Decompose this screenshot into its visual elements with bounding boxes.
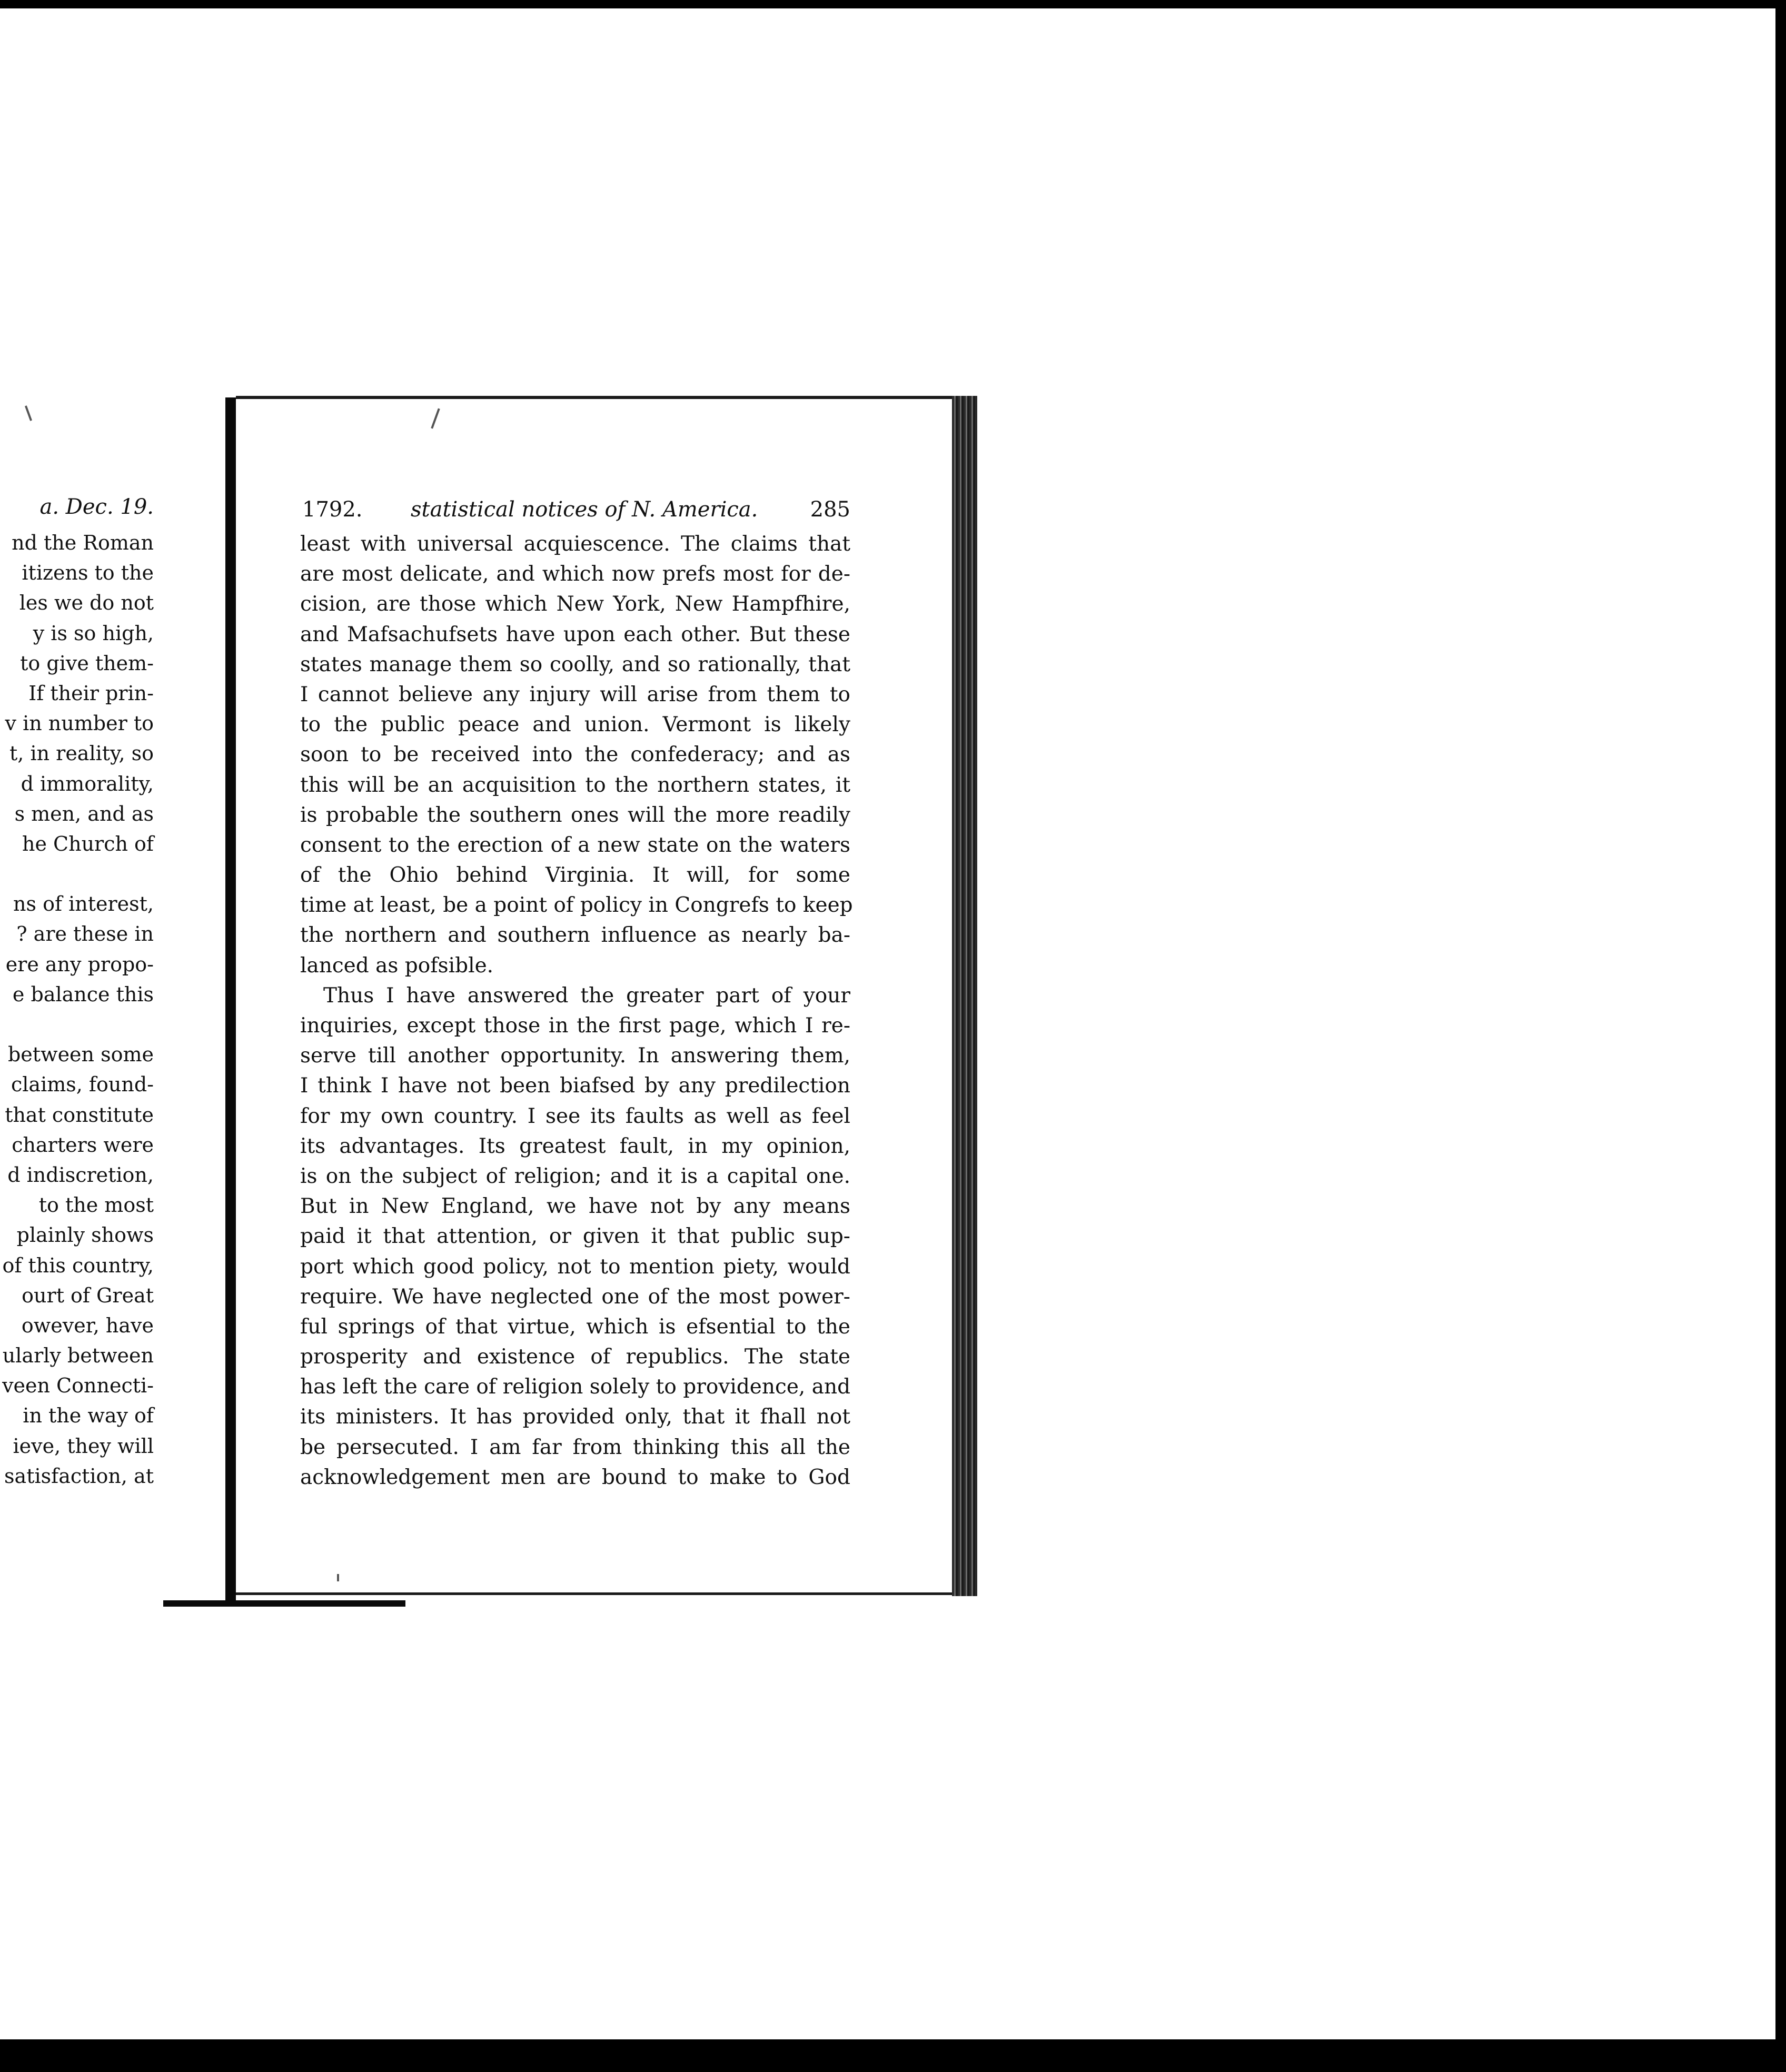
text-line: paid it that attention, or given it that public sup- <box>300 1224 850 1249</box>
text-line: time at least, be a point of policy in Congrefs to keep <box>300 893 853 918</box>
left-line: to the most <box>38 1193 154 1217</box>
left-line: t, in reality, so <box>9 742 154 765</box>
text-line: the northern and southern influence as nearly ba- <box>300 923 850 948</box>
left-line <box>0 859 154 889</box>
text-line: and Mafsachufsets have upon each other. But these <box>300 622 850 646</box>
text-line: least with universal acquiescence. The claims that <box>300 532 850 556</box>
text-line: prosperity and existence of republics. The state <box>300 1345 850 1369</box>
scan-frame-right <box>1775 0 1786 2072</box>
running-head-title: statistical notices of N. America. <box>411 497 758 522</box>
left-line: charters were <box>12 1133 154 1157</box>
text-line: is on the subject of religion; and it is a capital one. <box>300 1164 850 1188</box>
body-text <box>300 529 853 1492</box>
text-line: inquiries, except those in the first page, which I re- <box>300 1014 850 1038</box>
text-line: I think I have not been biafsed by any predilection <box>300 1074 850 1098</box>
scan-frame-bottom <box>0 2039 1786 2072</box>
left-line: plainly shows <box>16 1223 154 1247</box>
scan-speck <box>431 409 440 429</box>
text-line: states manage them so coolly, and so rationally, that <box>300 652 850 676</box>
book-gutter <box>225 397 236 1603</box>
left-line: ularly between <box>2 1344 154 1368</box>
right-page <box>300 497 853 1492</box>
left-line <box>0 1010 154 1040</box>
text-line: lanced as pofsible. <box>300 953 494 978</box>
page-fore-edge <box>952 396 977 1596</box>
text-line: Thus I have answered the greater part of your <box>323 983 850 1008</box>
text-line: I cannot believe any injury will arise from them to <box>300 682 850 706</box>
left-line: d indiscretion, <box>7 1163 154 1187</box>
left-line: between some <box>7 1043 154 1067</box>
left-line: owever, have <box>21 1313 154 1337</box>
left-page-running-head: a. Dec. 19. <box>39 495 154 519</box>
page-top-edge <box>236 396 952 399</box>
left-line: he Church of <box>22 832 154 855</box>
left-line: nd the Roman <box>12 531 154 554</box>
text-line: port which good policy, not to mention piety, would <box>300 1254 850 1279</box>
text-line: ful springs of that virtue, which is efsential to the <box>300 1314 850 1339</box>
text-line: to the public peace and union. Vermont is likely <box>300 713 850 737</box>
text-line: for my own country. I see its faults as well as feel <box>300 1104 850 1128</box>
text-line: this will be an acquisition to the northern states, it <box>300 773 850 797</box>
left-line: veen Connecti- <box>2 1374 154 1398</box>
text-line: consent to the erection of a new state on the waters <box>300 833 850 857</box>
text-line: be persecuted. I am far from thinking this all the <box>300 1435 850 1459</box>
left-line: y is so high, <box>33 621 154 645</box>
left-line: of this country, <box>2 1253 154 1277</box>
left-line: in the way of <box>23 1404 154 1428</box>
page-bottom-edge <box>236 1592 952 1595</box>
left-line: satisfaction, at <box>4 1464 154 1488</box>
left-line: s men, and as <box>14 802 154 825</box>
left-page-text <box>0 528 154 1491</box>
text-line: is probable the southern ones will the more readily <box>300 803 850 827</box>
text-line: cision, are those which New York, New Hampfhire, <box>300 592 850 616</box>
text-line: serve till another opportunity. In answering them, <box>300 1044 850 1068</box>
text-line: of the Ohio behind Virginia. It will, for some <box>300 863 850 888</box>
left-line: v in number to <box>5 712 154 735</box>
text-line: require. We have neglected one of the most power- <box>300 1284 850 1309</box>
left-line: ? are these in <box>16 922 154 946</box>
text-line: has left the care of religion solely to providence, and <box>300 1375 851 1399</box>
left-line: that constitute <box>5 1103 154 1127</box>
text-line: But in New England, we have not by any means <box>300 1194 850 1219</box>
left-line: les we do not <box>19 591 154 615</box>
running-head-year: 1792. <box>302 497 363 522</box>
page-number: 285 <box>810 497 850 522</box>
left-line: itizens to the <box>22 561 154 585</box>
left-line: ourt of Great <box>22 1283 154 1307</box>
book-gutter-foot <box>163 1600 405 1607</box>
left-line: to give them- <box>20 651 154 675</box>
left-line: e balance this <box>12 982 154 1006</box>
left-line: claims, found- <box>11 1073 154 1097</box>
scan-frame-top <box>0 0 1786 8</box>
left-line: ns of interest, <box>13 892 154 916</box>
left-line: If their prin- <box>28 681 154 705</box>
text-line: are most delicate, and which now prefs most for de- <box>300 562 850 586</box>
text-line: its ministers. It has provided only, that it fhall not <box>300 1405 850 1429</box>
left-line: d immorality, <box>21 772 154 795</box>
running-head <box>300 497 850 529</box>
scan-speck <box>337 1574 339 1581</box>
text-line: acknowledgement men are bound to make to God <box>300 1465 850 1489</box>
left-line: ieve, they will <box>13 1434 154 1458</box>
left-line: ere any propo- <box>5 952 154 976</box>
text-line: soon to be received into the confederacy; and as <box>300 743 850 767</box>
text-line: its advantages. Its greatest fault, in my opinion, <box>300 1134 850 1158</box>
